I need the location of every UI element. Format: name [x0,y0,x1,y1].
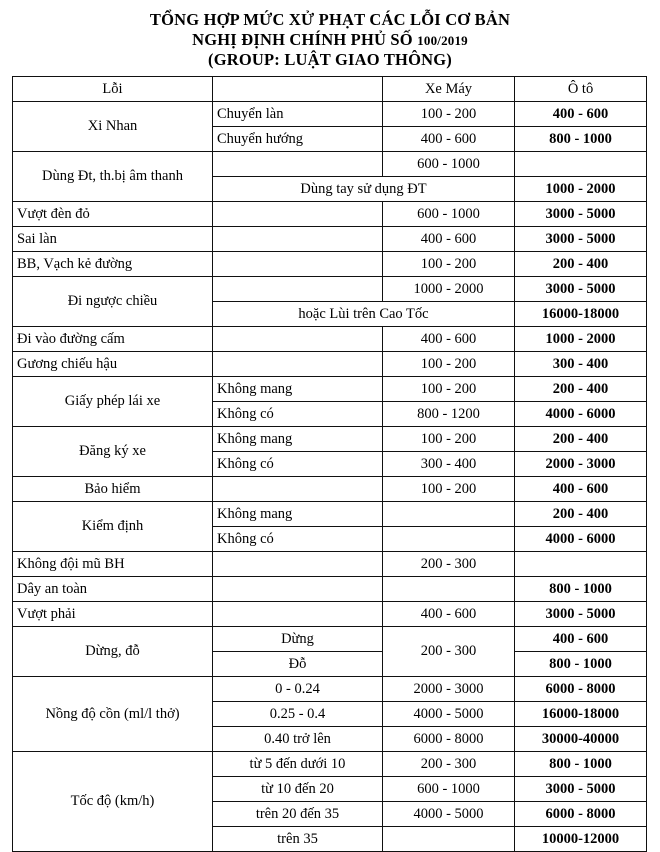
violation-detail [213,252,383,277]
table-row [13,677,647,702]
fine-car: 6000 - 8000 [515,677,647,702]
fine-car: 16000-18000 [515,702,647,727]
violation-detail [213,152,383,177]
title-line-2-main: NGHỊ ĐỊNH CHÍNH PHỦ SỐ [192,30,418,50]
violation-detail [213,277,383,302]
fine-motorbike: 200 - 300 [383,627,515,677]
fine-motorbike: 100 - 200 [383,477,515,502]
document-title [12,10,648,70]
title-line-3: (GROUP: LUẬT GIAO THÔNG) [208,50,452,70]
violation-detail-note: Dùng tay sử dụng ĐT [213,177,515,202]
violation-detail: Chuyển hướng [213,127,383,152]
violation-name: Nồng độ cồn (ml/l thở) [13,677,213,752]
violation-detail: 0.40 trở lên [213,727,383,752]
violation-detail: Chuyển làn [213,102,383,127]
violation-detail: Dừng [213,627,383,652]
fine-car: 16000-18000 [515,302,647,327]
table-row [13,202,647,227]
violation-name: Kiểm định [13,502,213,552]
table-row [13,602,647,627]
violation-name: Bảo hiểm [13,477,213,502]
fine-motorbike: 1000 - 2000 [383,277,515,302]
violation-name: Không đội mũ BH [13,552,213,577]
fine-motorbike: 800 - 1200 [383,402,515,427]
table-row [13,477,647,502]
fine-motorbike: 100 - 200 [383,102,515,127]
fine-motorbike: 400 - 600 [383,327,515,352]
fine-motorbike: 300 - 400 [383,452,515,477]
fine-car: 3000 - 5000 [515,602,647,627]
fine-car: 800 - 1000 [515,752,647,777]
violation-detail: 0.25 - 0.4 [213,702,383,727]
violation-name: Tốc độ (km/h) [13,752,213,852]
violation-name: BB, Vạch kẻ đường [13,252,213,277]
fine-motorbike: 100 - 200 [383,352,515,377]
fine-car: 2000 - 3000 [515,452,647,477]
violation-name: Vượt đèn đỏ [13,202,213,227]
fine-motorbike: 400 - 600 [383,127,515,152]
violation-name: Vượt phải [13,602,213,627]
table-row [13,377,647,402]
table-row [13,502,647,527]
fine-car: 800 - 1000 [515,127,647,152]
fine-car: 1000 - 2000 [515,327,647,352]
fine-motorbike: 100 - 200 [383,252,515,277]
header-detail [213,77,383,102]
fine-car: 3000 - 5000 [515,202,647,227]
table-row [13,577,647,602]
violation-detail-note: hoặc Lùi trên Cao Tốc [213,302,515,327]
fine-car: 200 - 400 [515,502,647,527]
violation-detail: Không có [213,452,383,477]
table-row [13,277,647,302]
violation-name: Dùng Đt, th.bị âm thanh [13,152,213,202]
violation-name: Dừng, đỗ [13,627,213,677]
fine-car: 400 - 600 [515,477,647,502]
fine-car: 400 - 600 [515,102,647,127]
fine-motorbike: 200 - 300 [383,752,515,777]
table-row [13,552,647,577]
violation-detail: trên 20 đến 35 [213,802,383,827]
fine-car: 3000 - 5000 [515,277,647,302]
fine-car: 1000 - 2000 [515,177,647,202]
fines-table [12,76,647,852]
fine-car: 300 - 400 [515,352,647,377]
fine-motorbike: 600 - 1000 [383,152,515,177]
title-line-2 [12,30,648,50]
violation-detail [213,577,383,602]
fine-motorbike: 4000 - 5000 [383,702,515,727]
violation-detail [213,352,383,377]
table-row [13,752,647,777]
violation-detail: trên 35 [213,827,383,852]
fine-car: 4000 - 6000 [515,402,647,427]
violation-detail [213,327,383,352]
fine-motorbike [383,502,515,527]
fine-car [515,152,647,177]
fine-car: 10000-12000 [515,827,647,852]
violation-name: Giấy phép lái xe [13,377,213,427]
fine-motorbike: 600 - 1000 [383,202,515,227]
header-car: Ô tô [515,77,647,102]
fine-motorbike [383,527,515,552]
fine-car: 400 - 600 [515,627,647,652]
violation-detail: Không mang [213,502,383,527]
fine-car: 200 - 400 [515,252,647,277]
fine-car: 800 - 1000 [515,577,647,602]
violation-detail: Đỗ [213,652,383,677]
violation-name: Xi Nhan [13,102,213,152]
table-row [13,252,647,277]
fine-motorbike: 100 - 200 [383,377,515,402]
table-row [13,227,647,252]
table-body [13,102,647,852]
fine-car: 4000 - 6000 [515,527,647,552]
violation-detail [213,602,383,627]
table-row [13,627,647,652]
title-line-2-decree-number: 100/2019 [417,33,468,49]
violation-detail: 0 - 0.24 [213,677,383,702]
table-row [13,352,647,377]
table-row [13,427,647,452]
header-violation: Lỗi [13,77,213,102]
violation-detail: Không có [213,402,383,427]
fine-car: 200 - 400 [515,377,647,402]
fine-car [515,552,647,577]
table-row [13,327,647,352]
table-header-row [13,77,647,102]
fine-motorbike: 200 - 300 [383,552,515,577]
violation-name: Dây an toàn [13,577,213,602]
fine-motorbike [383,827,515,852]
fine-motorbike [383,577,515,602]
violation-detail [213,227,383,252]
violation-detail: từ 5 đến dưới 10 [213,752,383,777]
violation-name: Gương chiếu hậu [13,352,213,377]
fine-car: 30000-40000 [515,727,647,752]
violation-detail: Không có [213,527,383,552]
violation-detail [213,477,383,502]
violation-detail: Không mang [213,377,383,402]
fine-motorbike: 6000 - 8000 [383,727,515,752]
fine-car: 800 - 1000 [515,652,647,677]
fine-motorbike: 400 - 600 [383,602,515,627]
title-line-1: TỔNG HỢP MỨC XỬ PHẠT CÁC LỖI CƠ BẢN [149,10,511,29]
violation-detail: Không mang [213,427,383,452]
violation-detail: từ 10 đến 20 [213,777,383,802]
fine-motorbike: 2000 - 3000 [383,677,515,702]
fine-car: 200 - 400 [515,427,647,452]
fine-motorbike: 600 - 1000 [383,777,515,802]
fine-motorbike: 100 - 200 [383,427,515,452]
violation-name: Sai làn [13,227,213,252]
fine-motorbike: 4000 - 5000 [383,802,515,827]
violation-name: Đi vào đường cấm [13,327,213,352]
fine-motorbike: 400 - 600 [383,227,515,252]
violation-name: Đăng ký xe [13,427,213,477]
fine-car: 3000 - 5000 [515,227,647,252]
fine-car: 3000 - 5000 [515,777,647,802]
violation-name: Đi ngược chiều [13,277,213,327]
table-row [13,152,647,177]
violation-detail [213,202,383,227]
header-motorbike: Xe Máy [383,77,515,102]
table-row [13,102,647,127]
fine-car: 6000 - 8000 [515,802,647,827]
violation-detail [213,552,383,577]
